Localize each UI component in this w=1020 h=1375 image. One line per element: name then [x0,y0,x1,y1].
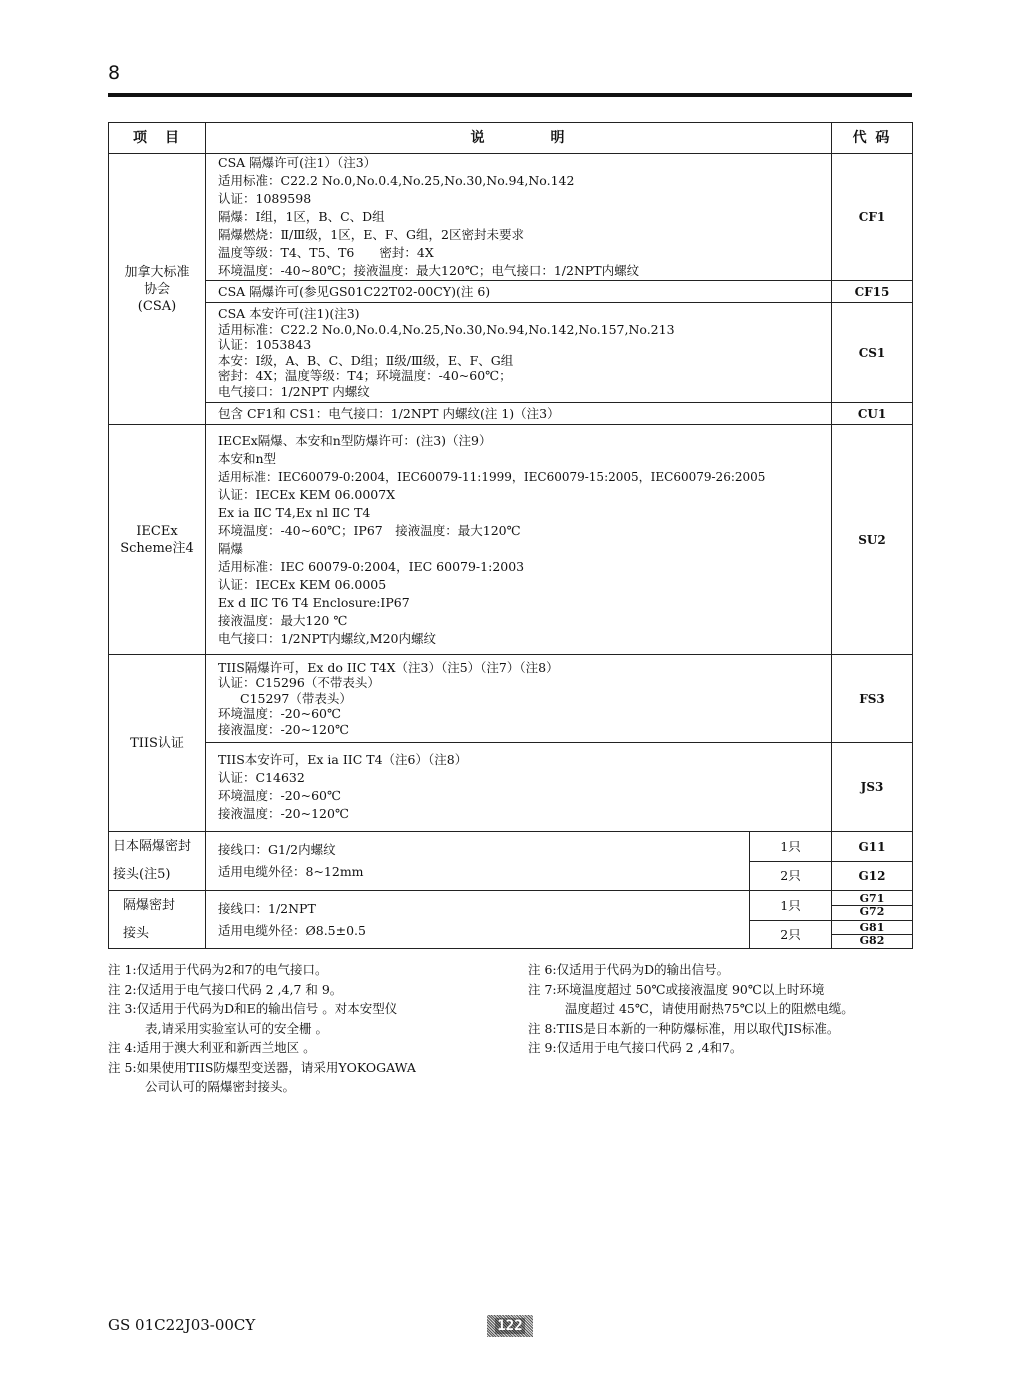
item-iecex: IECEx Scheme注4 [109,425,206,655]
code-g12: G12 [832,862,913,891]
item-csa: 加拿大标准 协会 (CSA) [109,154,206,425]
header-code: 代 码 [832,123,913,154]
code-js3: JS3 [832,743,913,832]
desc-japan-seal: 接线口：G1/2内螺纹 适用电缆外径：8~12mm [206,832,750,891]
header-description: 说 明 [206,123,832,154]
table-row [109,403,913,425]
certification-table [108,122,913,949]
note-4: 注 4:适用于澳大利亚和新西兰地区 。 [108,1040,316,1055]
code-g8x [832,921,913,949]
item-tiis: TIIS认证 [109,655,206,832]
code-g71: G71 [859,892,885,905]
desc-fs3: TIIS隔爆许可，Ex do IIC T4X（注3）（注5）（注7）（注8） 认证：C15296（不带表头） C15297（带表头） 环境温度：-20~60℃ 接液温度：-20~120℃ [206,655,832,743]
code-g81: G81 [859,921,885,934]
code-g72: G72 [832,905,912,918]
note-3: 注 3:仅适用于代码为D和E的输出信号 。对本安型仪 表,请采用实验室认可的安全栅 。 [108,1001,398,1036]
header-rule [108,93,912,97]
table-header-row [109,123,913,154]
table-row [109,154,913,281]
table-row [109,743,913,832]
table-row [109,303,913,403]
page-stamp: 122 [487,1315,533,1337]
code-cf15: CF15 [832,281,913,303]
desc-js3: TIIS本安许可，Ex ia IIC T4（注6）（注8） 认证：C14632 环境温度：-20~60℃ 接液温度：-20~120℃ [206,743,832,832]
qty-g11: 1只 [750,832,832,862]
note-2: 注 2:仅适用于电气接口代码 2 ,4,7 和 9。 [108,981,343,997]
desc-cf15: CSA 隔爆许可(参见GS01C22T02-00CY)(注 6) [206,281,832,303]
code-cf1: CF1 [832,154,913,281]
table-row [109,655,913,743]
code-su2: SU2 [832,425,913,655]
code-g82: G82 [832,934,912,947]
desc-cu1: 包含 CF1和 CS1：电气接口：1/2NPT 内螺纹(注 1)（注3） [206,403,832,425]
note-7: 注 7:环境温度超过 50℃或接液温度 90℃以上时环境 温度超过 45℃，请使用耐热75℃以上的阻燃电缆。 [528,981,854,1016]
desc-cs1: CSA 本安许可(注1)(注3) 适用标准：C22.2 No.0,No.0.4,No.25,No.30,No.94,No.142,No.157,No.213 认证：1053843 本安：Ⅰ级，A、B、C、D组；Ⅱ级/Ⅲ级，E、F、G组 密封：4X；温度等级：T4；环境温度：-40~60℃； 电气接口：1/2NPT 内螺纹 [206,303,832,403]
desc-su2: IECEx隔爆、本安和n型防爆许可：(注3)（注9） 本安和n型 适用标准：IEC60079-0:2004，IEC60079-11:1999，IEC60079-15:2005，IEC60079-26:2005 认证：IECEx KEM 06.0007X Ex ia ⅡC T4,Ex nl ⅡC T4 环境温度：-40~60℃；IP67 接液温度：最大120℃ 隔爆 适用标准：IEC 60079-0:2004，IEC 60079-1:2003 认证：IECEx KEM 06.0005 Ex d ⅡC T6 T4 Enclosure:IP67 接液温度：最大120 ℃ 电气接口：1/2NPT内螺纹,M20内螺纹 [206,425,832,655]
table-row [109,891,913,921]
desc-seal: 接线口：1/2NPT 适用电缆外径：Ø8.5±0.5 [206,891,750,949]
note-9: 注 9:仅适用于电气接口代码 2 ,4和7。 [528,1040,743,1055]
note-1: 注 1:仅适用于代码为2和7的电气接口。 [108,962,328,977]
document-number: GS 01C22J03-00CY [108,1316,256,1334]
qty-g8x: 2只 [750,921,832,949]
header-item: 项 目 [109,123,206,154]
table-row [109,425,913,655]
code-cu1: CU1 [832,403,913,425]
code-fs3: FS3 [832,655,913,743]
note-6: 注 6:仅适用于代码为D的输出信号。 [528,962,730,977]
code-g7x [832,891,913,921]
item-seal: 隔爆密封 接头 [109,891,206,949]
notes-left [108,960,508,1097]
notes-right [528,960,928,1058]
table-row [109,281,913,303]
note-5: 注 5:如果使用TIIS防爆型变送器，请采用YOKOGAWA 公司认可的隔爆密封接头。 [108,1059,416,1094]
code-g11: G11 [832,832,913,862]
qty-g12: 2只 [750,862,832,891]
page-number: 8 [108,62,121,84]
desc-cf1: CSA 隔爆许可(注1）（注3） 适用标准：C22.2 No.0,No.0.4,No.25,No.30,No.94,No.142 认证：1089598 隔爆：Ⅰ组，1区，B、C、D组 隔爆燃烧：Ⅱ/Ⅲ级，1区，E、F、G组，2区密封未要求 温度等级：T4、T5、T6 密封：4X 环境温度：-40~80℃；接液温度：最大120℃；电气接口：1/2NPT内螺纹 [206,154,832,281]
note-8: 注 8:TIIS是日本新的一种防爆标准，用以取代JIS标准。 [528,1020,840,1036]
item-japan-seal: 日本隔爆密封 接头(注5) [109,832,206,891]
qty-g7x: 1只 [750,891,832,921]
code-cs1: CS1 [832,303,913,403]
table-row [109,832,913,862]
